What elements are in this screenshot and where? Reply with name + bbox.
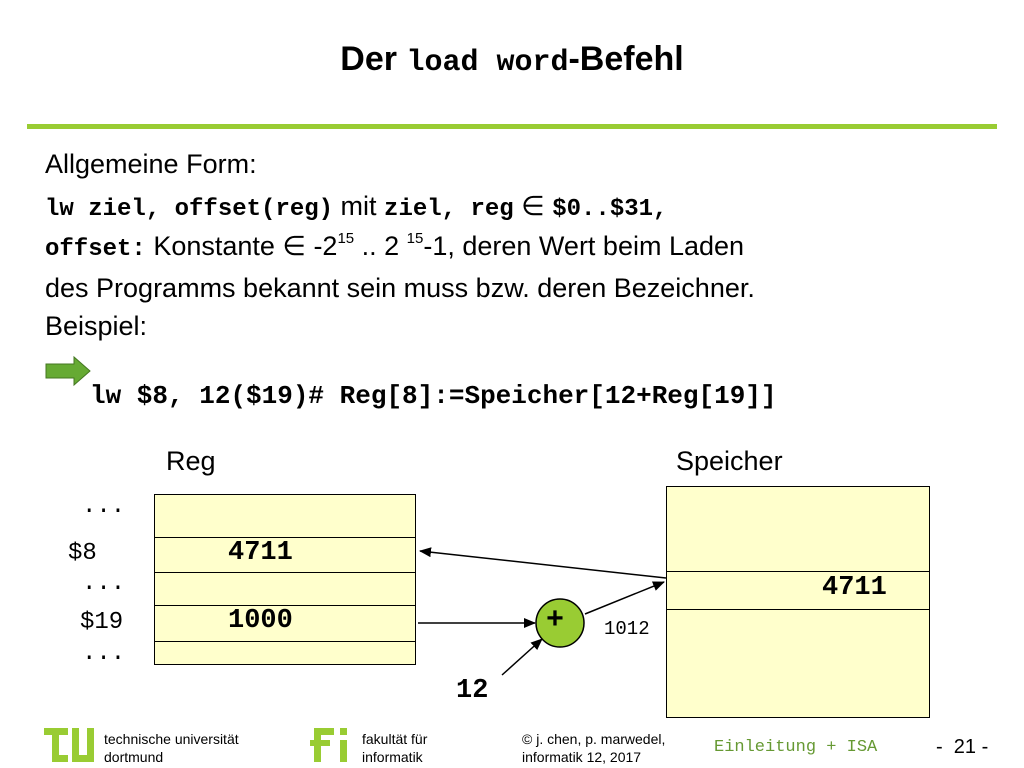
- code-offset: offset:: [45, 236, 146, 263]
- reg-dots-middle: ...: [82, 570, 126, 597]
- footer-fak-line1: fakultät für: [362, 731, 428, 747]
- footer-university: [104, 730, 239, 766]
- adder-symbol: +: [546, 604, 565, 638]
- arrow-memory-to-reg8: [420, 551, 666, 578]
- offset-label: 12: [456, 676, 489, 706]
- code-reg-range: $0..$31,: [552, 196, 668, 223]
- footer-copyright: [522, 730, 665, 766]
- title-part1: Der: [340, 40, 407, 78]
- title-part2: -Befehl: [568, 40, 684, 78]
- footer-faculty: [362, 730, 427, 766]
- reg19-label: $19: [80, 609, 124, 636]
- body-line-1: Allgemeine Form:: [45, 149, 257, 179]
- example-code: lw $8, 12($19)# Reg[8]:=Speicher[12+Reg[19]]: [90, 381, 777, 411]
- body-line-5: Beispiel:: [45, 311, 148, 341]
- code-ziel-reg: ziel, reg: [384, 196, 514, 223]
- address-label: 1012: [604, 618, 650, 640]
- fi-logo-icon: [308, 724, 356, 766]
- reg-title: Reg: [166, 446, 216, 476]
- reg-dots-bottom: ...: [82, 640, 126, 667]
- body-line-4: des Programms bekannt sein muss bzw. deren Bezeichner.: [45, 273, 755, 303]
- reg-dots-top: ...: [82, 493, 126, 520]
- footer-uni-line2: dortmund: [104, 749, 164, 765]
- sup-15-a: 15: [337, 230, 355, 247]
- speicher-title: Speicher: [676, 446, 783, 476]
- page-number: - 21 -: [936, 736, 989, 758]
- text-mit: mit: [333, 191, 385, 221]
- reg8-value: 4711: [228, 538, 293, 568]
- arrow-offset-to-adder: [502, 639, 542, 675]
- code-lw-form: lw ziel, offset(reg): [45, 196, 334, 223]
- text-range: .. 2: [354, 231, 407, 261]
- text-element-of: ∈: [513, 191, 553, 221]
- reg19-value: 1000: [228, 606, 293, 636]
- footer-fak-line2: informatik: [362, 749, 423, 765]
- footer-course: Einleitung + ISA: [714, 738, 878, 757]
- reg8-label: $8: [68, 540, 97, 567]
- footer-copy-line2: informatik 12, 2017: [522, 749, 642, 765]
- tu-logo-icon: [40, 724, 96, 766]
- sup-15-b: 15: [406, 230, 424, 247]
- arrow-adder-to-memory: [585, 582, 664, 614]
- footer-copy-line1: © j. chen, p. marwedel,: [522, 731, 666, 747]
- footer-uni-line1: technische universität: [104, 731, 239, 747]
- title-code: load word: [406, 46, 569, 80]
- text-konstante: Konstante ∈ -2: [145, 231, 338, 261]
- text-deren-wert: -1, deren Wert beim Laden: [423, 231, 745, 261]
- memory-value: 4711: [822, 573, 887, 603]
